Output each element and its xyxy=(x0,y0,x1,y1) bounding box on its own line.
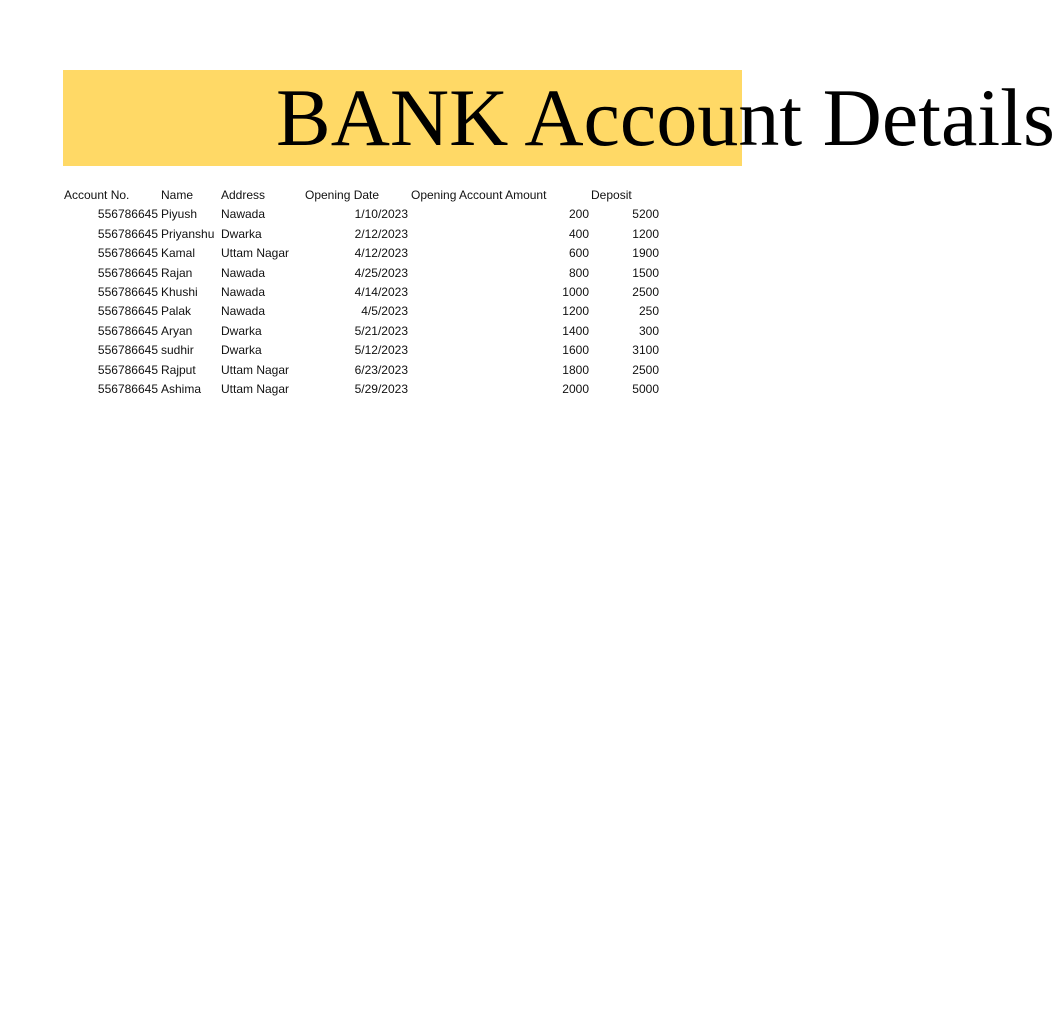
cell-address[interactable]: Uttam Nagar xyxy=(221,246,290,261)
table-row xyxy=(63,322,663,341)
cell-deposit[interactable]: 5200 xyxy=(632,207,659,222)
cell-address[interactable]: Nawada xyxy=(221,284,266,299)
cell-account-no[interactable]: 556786645 xyxy=(97,343,158,358)
cell-opening-date[interactable]: 2/12/2023 xyxy=(354,226,408,241)
cell-name[interactable]: Aryan xyxy=(161,323,193,338)
table-row xyxy=(63,302,663,321)
cell-account-no[interactable]: 556786645 xyxy=(97,304,158,319)
table-row xyxy=(63,205,663,224)
cell-deposit[interactable]: 3100 xyxy=(632,343,659,358)
cell-name[interactable]: Rajput xyxy=(161,362,196,377)
title-clip xyxy=(63,70,1055,166)
cell-opening-date[interactable]: 4/14/2023 xyxy=(354,284,408,299)
cell-opening-date[interactable]: 5/21/2023 xyxy=(354,323,408,338)
header-row xyxy=(63,186,663,205)
cell-opening-date[interactable]: 5/29/2023 xyxy=(354,381,408,396)
cell-address[interactable]: Uttam Nagar xyxy=(221,381,290,396)
cell-deposit[interactable]: 1200 xyxy=(632,226,659,241)
cell-account-no[interactable]: 556786645 xyxy=(97,246,158,261)
cell-deposit[interactable]: 300 xyxy=(638,323,659,338)
cell-deposit[interactable]: 5000 xyxy=(632,381,659,396)
cell-name[interactable]: sudhir xyxy=(161,343,194,358)
account-table xyxy=(63,186,663,399)
table-row xyxy=(63,225,663,244)
cell-address[interactable]: Dwarka xyxy=(221,226,262,241)
cell-opening-date[interactable]: 5/12/2023 xyxy=(354,343,408,358)
cell-opening-date[interactable]: 6/23/2023 xyxy=(354,362,408,377)
table-row xyxy=(63,380,663,399)
cell-opening-date[interactable]: 4/5/2023 xyxy=(361,304,408,319)
cell-account-no[interactable]: 556786645 xyxy=(97,381,158,396)
table-row xyxy=(63,361,663,380)
cell-address[interactable]: Uttam Nagar xyxy=(221,362,290,377)
cell-opening-amount[interactable]: 1400 xyxy=(562,323,589,338)
header-address[interactable]: Address xyxy=(221,188,266,202)
table-row xyxy=(63,283,663,302)
table-row xyxy=(63,341,663,360)
title-banner xyxy=(63,70,1055,166)
header-name[interactable]: Name xyxy=(161,188,194,202)
cell-address[interactable]: Dwarka xyxy=(221,323,262,338)
cell-name[interactable]: Rajan xyxy=(161,265,193,280)
cell-opening-amount[interactable]: 1800 xyxy=(562,362,589,377)
cell-deposit[interactable]: 1900 xyxy=(632,246,659,261)
cell-opening-date[interactable]: 4/25/2023 xyxy=(354,265,408,280)
cell-address[interactable]: Dwarka xyxy=(221,343,262,358)
cell-opening-amount[interactable]: 600 xyxy=(568,246,589,261)
cell-account-no[interactable]: 556786645 xyxy=(97,207,158,222)
cell-opening-amount[interactable]: 1200 xyxy=(562,304,589,319)
cell-deposit[interactable]: 2500 xyxy=(632,284,659,299)
header-opening-date[interactable]: Opening Date xyxy=(305,188,380,202)
cell-account-no[interactable]: 556786645 xyxy=(97,265,158,280)
header-account-no[interactable]: Account No. xyxy=(64,188,130,202)
table-row xyxy=(63,264,663,283)
cell-account-no[interactable]: 556786645 xyxy=(97,362,158,377)
cell-account-no[interactable]: 556786645 xyxy=(97,284,158,299)
cell-opening-amount[interactable]: 400 xyxy=(568,226,589,241)
cell-account-no[interactable]: 556786645 xyxy=(97,226,158,241)
sheet-title: BANK Account Details xyxy=(276,72,1055,163)
header-deposit[interactable]: Deposit xyxy=(591,188,632,202)
cell-opening-date[interactable]: 4/12/2023 xyxy=(354,246,408,261)
cell-address[interactable]: Nawada xyxy=(221,265,266,280)
cell-name[interactable]: Priyanshu xyxy=(161,226,215,241)
cell-deposit[interactable]: 2500 xyxy=(632,362,659,377)
cell-name[interactable]: Khushi xyxy=(161,284,198,299)
cell-opening-date[interactable]: 1/10/2023 xyxy=(354,207,408,222)
cell-address[interactable]: Nawada xyxy=(221,304,266,319)
cell-opening-amount[interactable]: 800 xyxy=(568,265,589,280)
cell-account-no[interactable]: 556786645 xyxy=(97,323,158,338)
cell-deposit[interactable]: 1500 xyxy=(632,265,659,280)
cell-opening-amount[interactable]: 2000 xyxy=(562,381,589,396)
cell-opening-amount[interactable]: 200 xyxy=(568,207,589,222)
cell-opening-amount[interactable]: 1600 xyxy=(562,343,589,358)
cell-name[interactable]: Ashima xyxy=(161,381,202,396)
cell-opening-amount[interactable]: 1000 xyxy=(562,284,589,299)
cell-address[interactable]: Nawada xyxy=(221,207,266,222)
header-opening-amount[interactable]: Opening Account Amount xyxy=(411,188,547,202)
cell-name[interactable]: Piyush xyxy=(161,207,198,222)
cell-name[interactable]: Palak xyxy=(161,304,192,319)
table-row xyxy=(63,244,663,263)
cell-name[interactable]: Kamal xyxy=(161,246,196,261)
cell-deposit[interactable]: 250 xyxy=(638,304,659,319)
